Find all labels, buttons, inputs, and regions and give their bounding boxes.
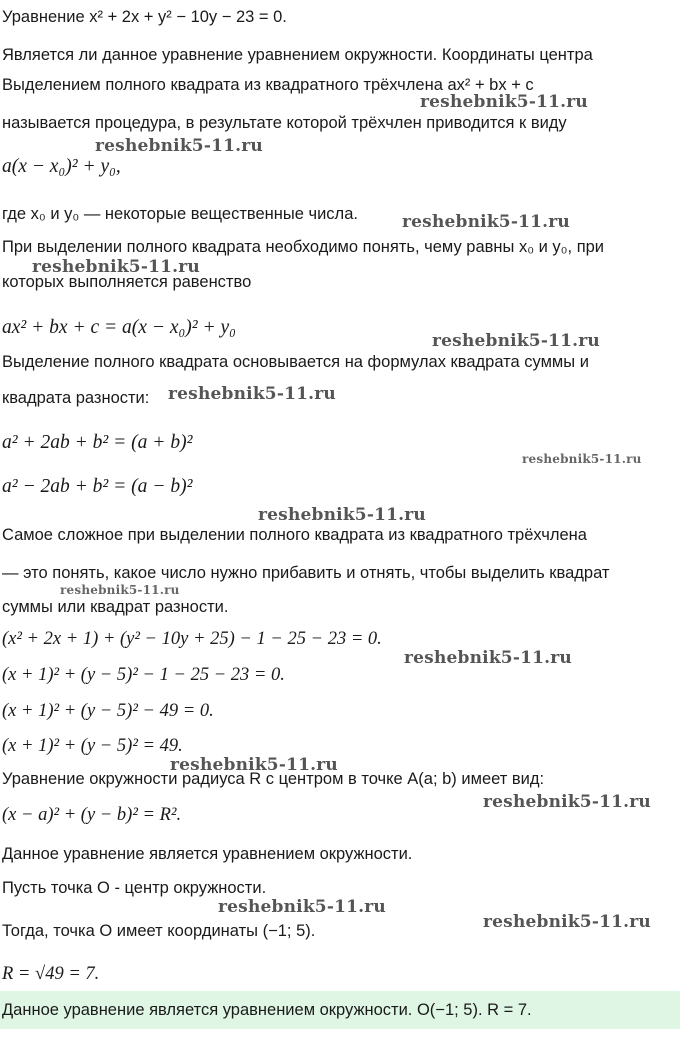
paragraph-line: Пусть точка O - центр окружности. [2, 879, 267, 897]
formula-line: a² + 2ab + b² = (a + b)² [2, 432, 193, 453]
paragraph-line: — это понять, какое число нужно прибавить и отнять, чтобы выделить квадрат [2, 564, 610, 582]
watermark: reshebnik5-11.ru [60, 583, 180, 597]
paragraph-line: Данное уравнение является уравнением окружности. [2, 845, 413, 863]
formula-line: a² − 2ab + b² = (a − b)² [2, 476, 193, 497]
watermark: reshebnik5-11.ru [483, 912, 651, 932]
watermark: reshebnik5-11.ru [420, 92, 588, 112]
formula-line: a(x − x₀)² + y₀, [2, 156, 121, 177]
watermark: reshebnik5-11.ru [218, 897, 386, 917]
paragraph-line: суммы или квадрат разности. [2, 598, 229, 616]
watermark: reshebnik5-11.ru [168, 384, 336, 404]
paragraph-line: Уравнение окружности радиуса R с центром в точке A(a; b) имеет вид: [2, 770, 545, 788]
watermark: reshebnik5-11.ru [522, 452, 642, 466]
formula-line: (x − a)² + (y − b)² = R². [2, 805, 182, 825]
paragraph-line: квадрата разности: [2, 389, 150, 407]
watermark: reshebnik5-11.ru [402, 212, 570, 232]
formula-line: (x + 1)² + (y − 5)² − 49 = 0. [2, 701, 214, 721]
watermark: reshebnik5-11.ru [258, 505, 426, 525]
formula-line: ax² + bx + c = a(x − x₀)² + y₀ [2, 317, 236, 338]
paragraph-line: Тогда, точка O имеет координаты (−1; 5). [2, 922, 316, 940]
watermark: reshebnik5-11.ru [432, 331, 600, 351]
paragraph-line: При выделении полного квадрата необходимо понять, чему равны x₀ и y₀, при [2, 238, 605, 256]
watermark: reshebnik5-11.ru [95, 136, 263, 156]
formula-line: (x + 1)² + (y − 5)² = 49. [2, 736, 183, 756]
paragraph-line: называется процедура, в результате которой трёхчлен приводится к виду [2, 114, 567, 132]
formula-line: R = √49 = 7. [2, 964, 100, 984]
formula-line: (x + 1)² + (y − 5)² − 1 − 25 − 23 = 0. [2, 665, 285, 685]
paragraph-line: которых выполняется равенство [2, 273, 252, 291]
problem-statement: Уравнение x² + 2x + y² − 10y − 23 = 0. [2, 8, 287, 26]
watermark: reshebnik5-11.ru [483, 792, 651, 812]
formula-line: (x² + 2x + 1) + (y² − 10y + 25) − 1 − 25 − 23 = 0. [2, 629, 382, 649]
watermark: reshebnik5-11.ru [170, 755, 338, 775]
paragraph-line: где x₀ и y₀ — некоторые вещественные числа. [2, 205, 358, 223]
question-text: Является ли данное уравнение уравнением окружности. Координаты центра [2, 46, 593, 64]
paragraph-line: Выделением полного квадрата из квадратного трёхчлена ax² + bx + c [2, 76, 534, 94]
watermark: reshebnik5-11.ru [404, 648, 572, 668]
paragraph-line: Выделение полного квадрата основывается на формулах квадрата суммы и [2, 353, 589, 371]
answer-text: Данное уравнение является уравнением окружности. O(−1; 5). R = 7. [2, 1001, 532, 1019]
watermark: reshebnik5-11.ru [32, 257, 200, 277]
paragraph-line: Самое сложное при выделении полного квадрата из квадратного трёхчлена [2, 526, 587, 544]
